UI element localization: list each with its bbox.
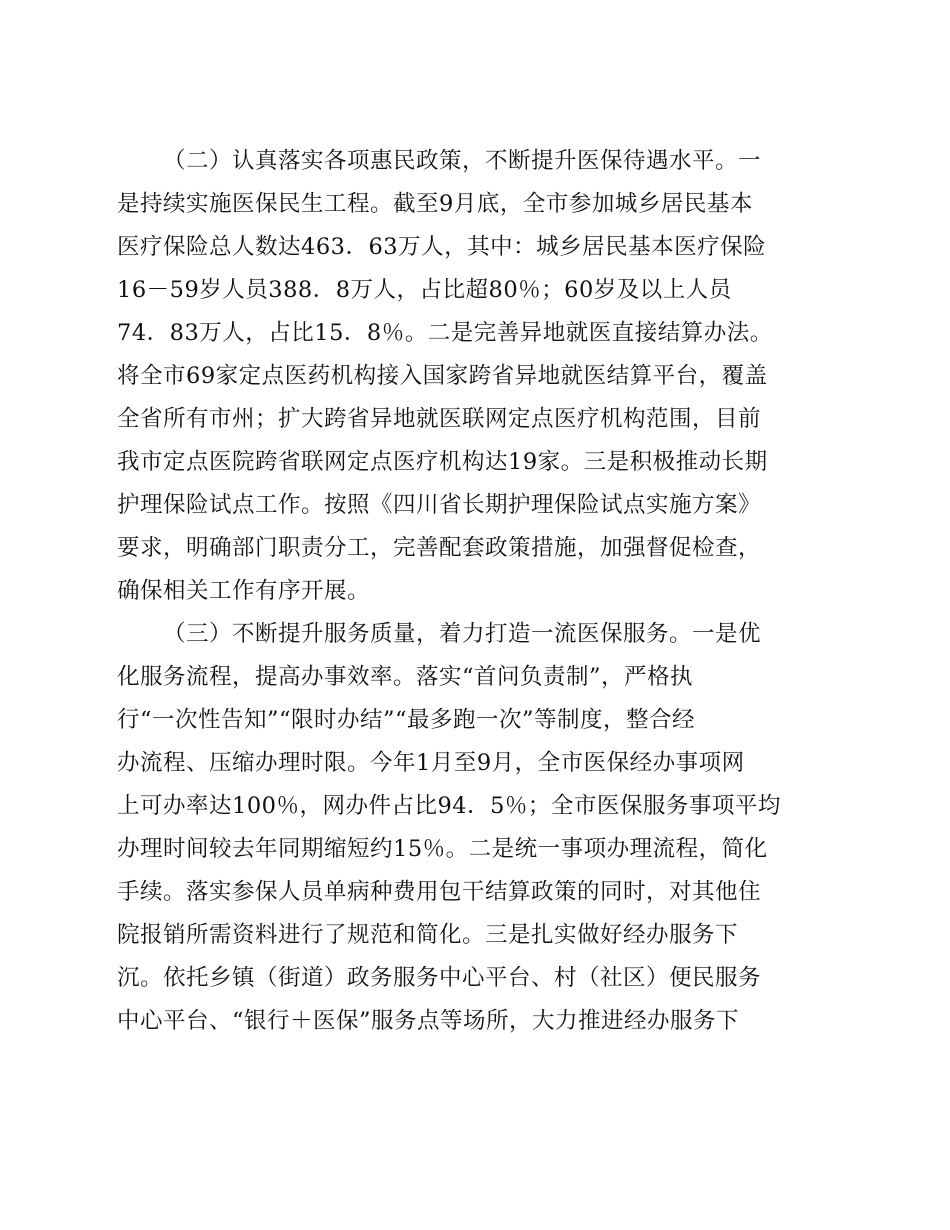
text-line: 行“一次性告知”“限时办结”“最多跑一次”等制度，整合经: [117, 707, 696, 733]
paragraph-3: [117, 613, 812, 1043]
text-line: 上可办率达100％，网办件占比94．5％；全市医保服务事项平均: [117, 793, 781, 819]
text-line: 院报销所需资料进行了规范和简化。三是扎实做好经办服务下: [117, 922, 739, 948]
text-line: 中心平台、“银行＋医保”服务点等场所，大力推进经办服务下: [117, 1008, 740, 1034]
text-line: 手续。落实参保人员单病种费用包干结算政策的同时，对其他住: [117, 879, 762, 905]
text-line: 我市定点医院跨省联网定点医疗机构达19家。三是积极推动长期: [117, 449, 768, 475]
text-line: 医疗保险总人数达463．63万人，其中：城乡居民基本医疗保险: [117, 234, 767, 260]
text-line: 沉。依托乡镇（街道）政务服务中心平台、村（社区）便民服务: [117, 965, 762, 991]
text-line: 全省所有市州；扩大跨省异地就医联网定点医疗机构范围，目前: [117, 406, 762, 432]
text-line: 74．83万人，占比15．8％。二是完善异地就医直接结算办法。: [117, 320, 773, 346]
text-line: 办流程、压缩办理时限。今年1月至9月，全市医保经办事项网: [117, 750, 745, 776]
text-line: （三）不断提升服务质量，着力打造一流医保服务。一是优: [163, 621, 762, 647]
text-line: 化服务流程，提高办事效率。落实“首问负责制”，严格执: [117, 664, 694, 690]
document-page: [117, 140, 812, 1043]
paragraph-2: [117, 140, 812, 613]
text-line: 是持续实施医保民生工程。截至9月底，全市参加城乡居民基本: [117, 191, 753, 217]
text-line: 要求，明确部门职责分工，完善配套政策措施，加强督促检查，: [117, 535, 762, 561]
text-line: 将全市69家定点医药机构接入国家跨省异地就医结算平台，覆盖: [117, 363, 768, 389]
text-line: 办理时间较去年同期缩短约15％。二是统一事项办理流程，简化: [117, 836, 768, 862]
text-line: 护理保险试点工作。按照《四川省长期护理保险试点实施方案》: [117, 492, 762, 518]
text-line: 确保相关工作有序开展。: [117, 578, 371, 604]
text-line: （二）认真落实各项惠民政策，不断提升医保待遇水平。一: [163, 148, 762, 174]
text-line: 16－59岁人员388．8万人，占比超80％；60岁及以上人员: [117, 277, 732, 303]
